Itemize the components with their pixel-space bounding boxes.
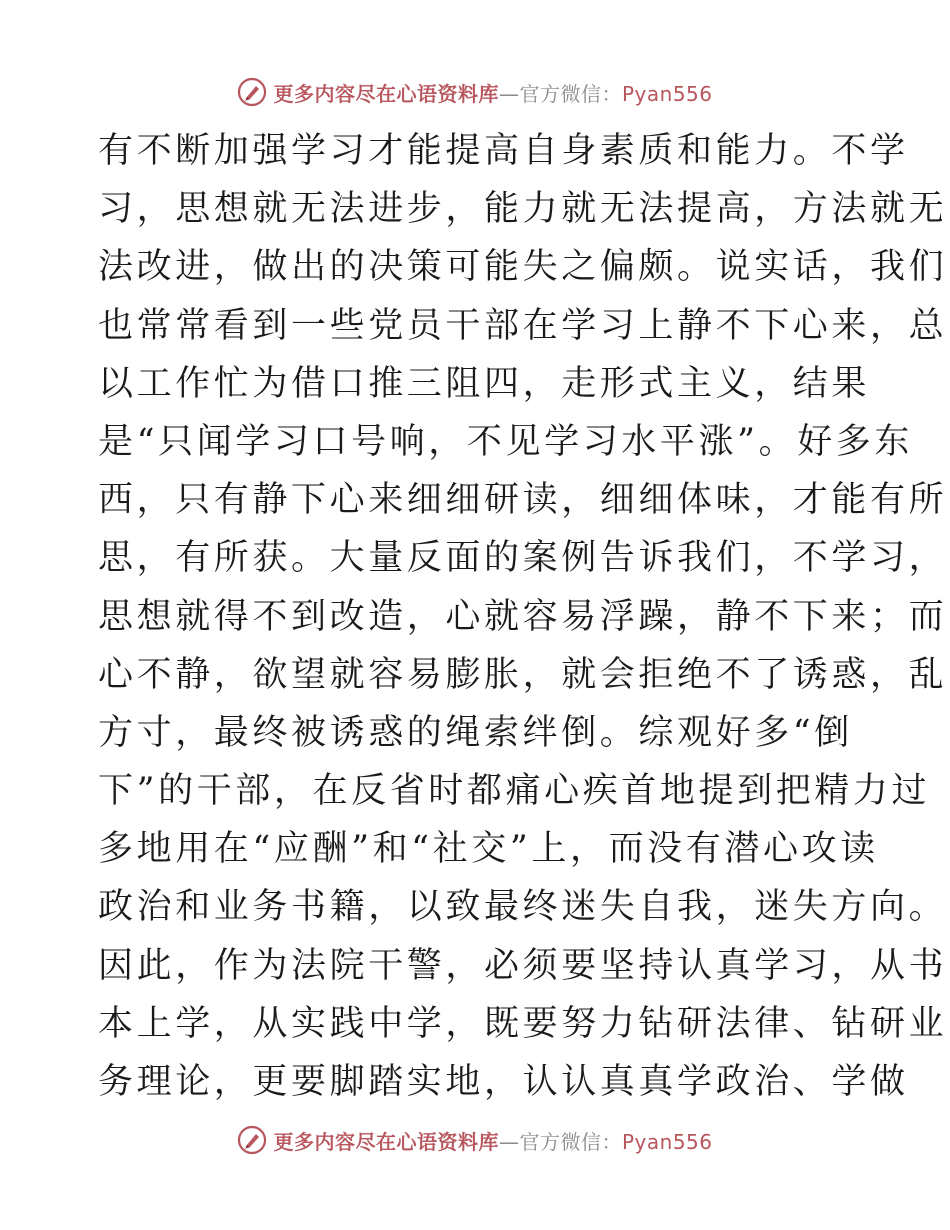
pen-logo-icon (237, 1125, 267, 1155)
text-line: 法改进，做出的决策可能失之偏颇。说实话，我们 (98, 247, 948, 288)
text-line: 是“只闻学习口号响，不见学习水平涨”。好多东 (98, 421, 913, 462)
text-line: 政治和业务书籍，以致最终迷失自我，迷失方向。 (98, 887, 948, 928)
watermark-text: 更多内容尽在心语资料库—官方微信：Pyan556 (273, 81, 713, 106)
text-line: 西，只有静下心来细细研读，细细体味，才能有所 (98, 480, 948, 521)
text-line: 习，思想就无法进步，能力就无法提高，方法就无 (98, 189, 948, 230)
text-line: 思想就得不到改造，心就容易浮躁，静不下来；而 (98, 596, 948, 637)
text-line: 因此，作为法院干警，必须要坚持认真学习，从书 (98, 945, 948, 986)
watermark-text: 更多内容尽在心语资料库—官方微信：Pyan556 (273, 1129, 713, 1154)
pen-logo-icon (237, 77, 267, 107)
footer-watermark (0, 1120, 950, 1160)
text-line: 以工作忙为借口推三阻四，走形式主义，结果 (98, 363, 871, 404)
text-line: 心不静，欲望就容易膨胀，就会拒绝不了诱惑，乱 (98, 654, 948, 695)
header-watermark (0, 72, 950, 112)
text-line: 思，有所获。大量反面的案例告诉我们，不学习， (98, 538, 948, 579)
text-line: 本上学，从实践中学，既要努力钻研法律、钻研业 (98, 1003, 948, 1044)
text-line: 也常常看到一些党员干部在学习上静不下心来，总 (98, 305, 948, 346)
document-body (98, 122, 948, 1111)
text-line: 方寸，最终被诱惑的绳索绊倒。综观好多“倒 (98, 712, 853, 753)
text-line: 务理论，更要脚踏实地，认认真真学政治、学做 (98, 1062, 909, 1102)
text-line: 多地用在“应酬”和“社交”上，而没有潜心攻读 (98, 829, 879, 870)
text-line: 有不断加强学习才能提高自身素质和能力。不学 (98, 131, 909, 171)
text-line: 下”的干部，在反省时都痛心疾首地提到把精力过 (98, 771, 931, 812)
